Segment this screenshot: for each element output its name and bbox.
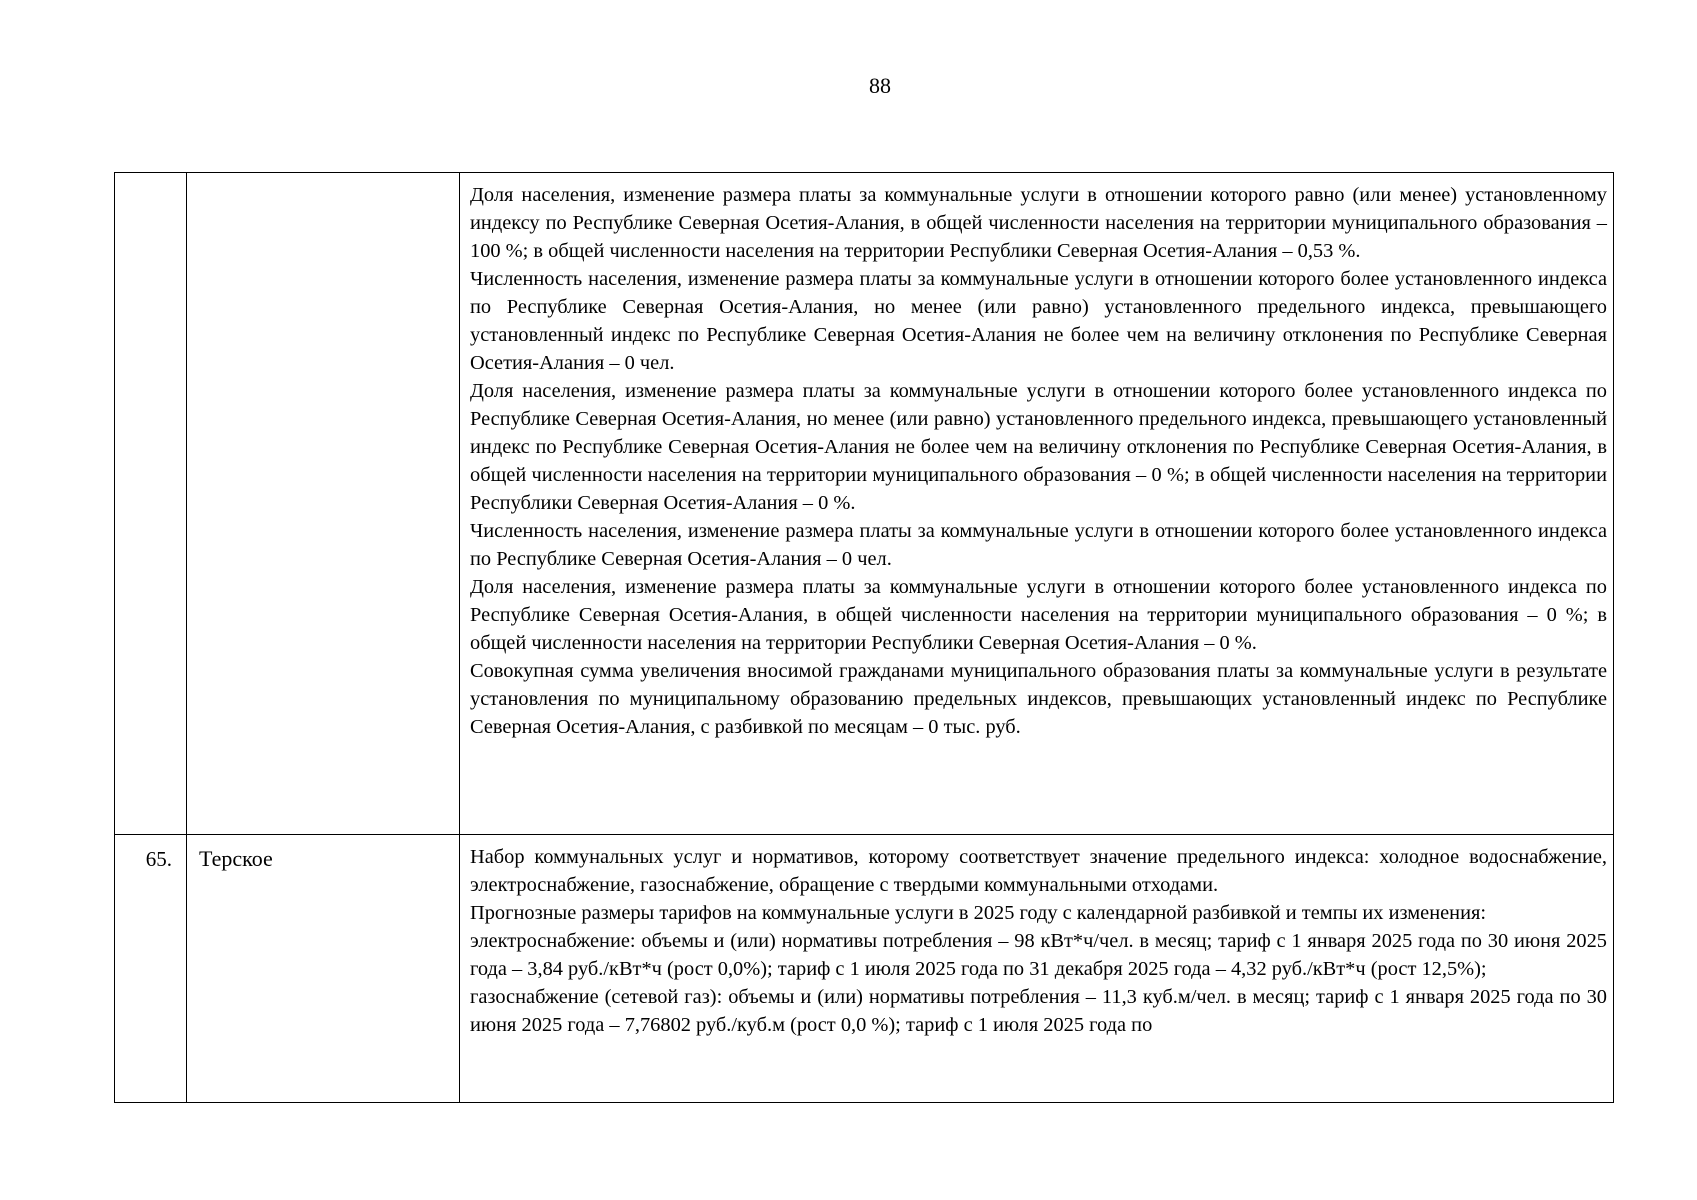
paragraph: Совокупная сумма увеличения вносимой гражданами муниципального образования платы за коммунальные услуги в результате установления по муниципальному образованию предельных индексов, превышающих установленный индекс по Республике Северная Осетия-Алания, с разбивкой по месяцам – 0 тыс. руб. — [470, 660, 1607, 738]
paragraph: Численность населения, изменение размера платы за коммунальные услуги в отношении которого более установленного индекса по Республике Северная Осетия-Алания – 0 чел. — [470, 520, 1607, 570]
municipality-name-cell: Терское — [187, 835, 460, 1103]
document-table — [114, 172, 1614, 1103]
table-row — [115, 173, 1614, 835]
page-number: 88 — [869, 73, 891, 98]
paragraph: Набор коммунальных услуг и нормативов, которому соответствует значение предельного индекса: холодное водоснабжение, электроснабжение, газоснабжение, обращение с твердыми коммунальными отходами. — [470, 846, 1607, 896]
paragraph: Прогнозные размеры тарифов на коммунальные услуги в 2025 году с календарной разбивкой и темпы их изменения: — [470, 902, 1487, 924]
paragraph: Доля населения, изменение размера платы за коммунальные услуги в отношении которого более установленного индекса по Республике Северная Осетия-Алания, в общей численности населения на территории муниципального образования – 0 %; в общей численности населения на территории Республики Северная Осетия-Алания – 0 %. — [470, 576, 1607, 654]
description-cell — [460, 835, 1614, 1103]
paragraph: Численность населения, изменение размера платы за коммунальные услуги в отношении которого более установленного индекса по Республике Северная Осетия-Алания, но менее (или равно) установленного предельного индекса, превышающего установленный индекс по Республике Северная Осетия-Алания не более чем на величину отклонения по Республике Северная Осетия-Алания – 0 чел. — [470, 268, 1607, 374]
municipality-name-cell — [187, 173, 460, 835]
row-number-cell: 65. — [115, 835, 187, 1103]
paragraph: Доля населения, изменение размера платы за коммунальные услуги в отношении которого равно (или менее) установленному индексу по Республике Северная Осетия-Алания, в общей численности населения на территории муниципального образования – 100 %; в общей численности населения на территории Республики Северная Осетия-Алания – 0,53 %. — [470, 184, 1607, 262]
paragraph: электроснабжение: объемы и (или) нормативы потребления – 98 кВт*ч/чел. в месяц; тариф с 1 января 2025 года по 30 июня 2025 года – 3,84 руб./кВт*ч (рост 0,0%); тариф с 1 июля 2025 года по 31 декабря 2025 года – 4,32 руб./кВт*ч (рост 12,5%); — [470, 930, 1607, 980]
description-cell — [460, 173, 1614, 835]
paragraph: Доля населения, изменение размера платы за коммунальные услуги в отношении которого более установленного индекса по Республике Северная Осетия-Алания, но менее (или равно) установленного предельного индекса, превышающего установленный индекс по Республике Северная Осетия-Алания не более чем на величину отклонения по Республике Северная Осетия-Алания, в общей численности населения на территории муниципального образования – 0 %; в общей численности населения на территории Республики Северная Осетия-Алания – 0 %. — [470, 380, 1607, 514]
table-row — [115, 835, 1614, 1103]
row-number-cell — [115, 173, 187, 835]
paragraph: газоснабжение (сетевой газ): объемы и (или) нормативы потребления – 11,3 куб.м/чел. в месяц; тариф с 1 января 2025 года по 30 июня 2025 года – 7,76802 руб./куб.м (рост 0,0 %); тариф с 1 июля 2025 года по — [470, 986, 1607, 1036]
